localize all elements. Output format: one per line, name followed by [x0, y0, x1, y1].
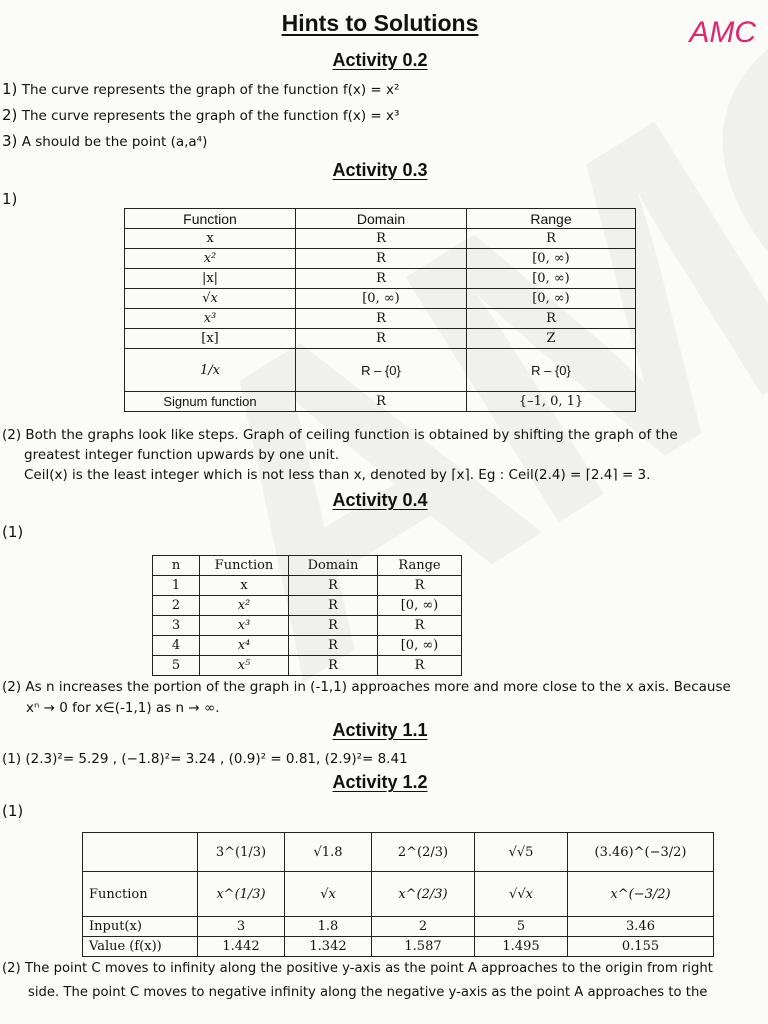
- table-cell: √x: [285, 872, 372, 917]
- table-cell: R: [296, 392, 467, 412]
- table-cell: 1.587: [372, 937, 475, 957]
- table-cell: R – {0}: [467, 349, 636, 392]
- table-cell: R: [289, 596, 378, 616]
- table-cell: R: [378, 616, 462, 636]
- a03-note-line-1: (2) Both the graphs look like steps. Graph of ceiling function is obtained by shifting the graph of the: [2, 427, 678, 443]
- table-cell: R: [467, 229, 636, 249]
- column-header: Function: [125, 209, 296, 229]
- table-cell: 5: [153, 656, 200, 676]
- table-cell: 5: [475, 917, 568, 937]
- table-cell: 2^(2/3): [372, 833, 475, 872]
- activity-1-2-table: [82, 832, 714, 957]
- table-row: [125, 289, 636, 309]
- table-cell: √x: [125, 289, 296, 309]
- a02-item-2-text: The curve represents the graph of the function f(x) = x³: [21, 108, 400, 124]
- table-row: [153, 656, 462, 676]
- column-header: Range: [378, 556, 462, 576]
- a12-note-line-1: (2) The point C moves to infinity along the positive y-axis as the point A approaches to the origin from right: [2, 961, 713, 976]
- table-header-row: [153, 556, 462, 576]
- a12-note-line-2: side. The point C moves to negative infinity along the negative y-axis as the point A approaches to the: [28, 985, 708, 1000]
- table-cell: 1.495: [475, 937, 568, 957]
- table-cell: Signum function: [125, 392, 296, 412]
- table-cell: [0, ∞): [378, 636, 462, 656]
- table-cell: x²: [125, 249, 296, 269]
- a02-item-3-text: A should be the point (a,a⁴): [21, 134, 208, 150]
- a02-item-2-number: 2): [2, 106, 18, 124]
- table-header-row: [125, 209, 636, 229]
- table-cell: 2: [153, 596, 200, 616]
- table-row: [153, 636, 462, 656]
- activity-0-3-title: Activity 0.3: [332, 160, 428, 180]
- table-row: [153, 576, 462, 596]
- table-cell: R: [289, 636, 378, 656]
- table-row: [83, 937, 714, 957]
- table-row: [83, 833, 714, 872]
- table-row: [125, 329, 636, 349]
- table-cell: 3: [153, 616, 200, 636]
- table-cell: R: [378, 656, 462, 676]
- table-row: [83, 917, 714, 937]
- a04-label: (1): [2, 523, 24, 541]
- a02-item-3: [2, 132, 207, 150]
- table-cell: 3^(1/3): [198, 833, 285, 872]
- table-row: [125, 229, 636, 249]
- table-cell: 4: [153, 636, 200, 656]
- a04-note-line-1: (2) As n increases the portion of the graph in (-1,1) approaches more and more close to the x axis. Because: [2, 679, 731, 695]
- table-cell: x^(1/3): [198, 872, 285, 917]
- table-row: [125, 249, 636, 269]
- table-cell: 1/x: [125, 349, 296, 392]
- table-cell: R: [289, 576, 378, 596]
- table-cell: x⁵: [200, 656, 289, 676]
- a11-text: (1) (2.3)²= 5.29 , (−1.8)²= 3.24 , (0.9)² = 0.81, (2.9)²= 8.41: [2, 751, 408, 767]
- table-row: [83, 872, 714, 917]
- a04-note-line-2: xⁿ → 0 for x∈(-1,1) as n → ∞.: [26, 700, 220, 716]
- table-cell: 0.155: [568, 937, 714, 957]
- brand-logo: AMC: [689, 16, 756, 49]
- table-cell: x⁴: [200, 636, 289, 656]
- column-header: Function: [200, 556, 289, 576]
- table-row: [125, 392, 636, 412]
- table-cell: [0, ∞): [296, 289, 467, 309]
- table-cell: Function: [83, 872, 198, 917]
- table-cell: x²: [200, 596, 289, 616]
- table-cell: [0, ∞): [378, 596, 462, 616]
- activity-0-3-table: [124, 208, 636, 412]
- a02-item-2: [2, 106, 399, 124]
- table-cell: 1.342: [285, 937, 372, 957]
- table-cell: x: [125, 229, 296, 249]
- table-cell: R: [289, 656, 378, 676]
- table-cell: 1: [153, 576, 200, 596]
- table-cell: x^(−3/2): [568, 872, 714, 917]
- table-cell: x: [200, 576, 289, 596]
- table-cell: Z: [467, 329, 636, 349]
- table-cell: x³: [200, 616, 289, 636]
- table-cell: √√5: [475, 833, 568, 872]
- a03-label: 1): [2, 190, 18, 208]
- table-cell: R: [467, 309, 636, 329]
- table-cell: R – {0}: [296, 349, 467, 392]
- table-row: [153, 596, 462, 616]
- table-cell: R: [296, 329, 467, 349]
- a12-label: (1): [2, 802, 24, 820]
- table-cell: [x]: [125, 329, 296, 349]
- table-cell: |x|: [125, 269, 296, 289]
- page-title: Hints to Solutions: [281, 10, 479, 36]
- table-cell: 1.442: [198, 937, 285, 957]
- column-header: n: [153, 556, 200, 576]
- activity-1-2-title: Activity 1.2: [332, 772, 428, 792]
- table-cell: R: [289, 616, 378, 636]
- column-header: Domain: [289, 556, 378, 576]
- table-row: [153, 616, 462, 636]
- table-cell: x^(2/3): [372, 872, 475, 917]
- table-row: [125, 309, 636, 329]
- table-cell: R: [296, 229, 467, 249]
- table-cell: (3.46)^(−3/2): [568, 833, 714, 872]
- column-header: Range: [467, 209, 636, 229]
- table-row: [125, 269, 636, 289]
- activity-0-2-title: Activity 0.2: [332, 50, 428, 70]
- table-cell: R: [296, 249, 467, 269]
- a03-note-line-2: greatest integer function upwards by one unit.: [24, 447, 340, 463]
- table-cell: Value (f(x)): [83, 937, 198, 957]
- activity-0-4-table: [152, 555, 462, 676]
- a02-item-1-number: 1): [2, 80, 18, 98]
- table-cell: x³: [125, 309, 296, 329]
- column-header: Domain: [296, 209, 467, 229]
- table-cell: 3: [198, 917, 285, 937]
- table-cell: 1.8: [285, 917, 372, 937]
- table-cell: √√x: [475, 872, 568, 917]
- a03-note-line-3: Ceil(x) is the least integer which is not less than x, denoted by ⌈x⌉. Eg : Ceil(2.4) = ⌈2.4⌉ = 3.: [24, 467, 651, 483]
- table-cell: [83, 833, 198, 872]
- a02-item-3-number: 3): [2, 132, 18, 150]
- table-cell: [0, ∞): [467, 289, 636, 309]
- table-cell: √1.8: [285, 833, 372, 872]
- table-row: [125, 349, 636, 392]
- table-cell: {–1, 0, 1}: [467, 392, 636, 412]
- table-cell: R: [296, 269, 467, 289]
- table-cell: R: [296, 309, 467, 329]
- a02-item-1: [2, 80, 399, 98]
- table-cell: [0, ∞): [467, 249, 636, 269]
- activity-0-4-title: Activity 0.4: [332, 490, 428, 510]
- table-cell: R: [378, 576, 462, 596]
- a02-item-1-text: The curve represents the graph of the function f(x) = x²: [21, 82, 400, 98]
- table-cell: Input(x): [83, 917, 198, 937]
- table-cell: 2: [372, 917, 475, 937]
- activity-1-1-title: Activity 1.1: [332, 720, 428, 740]
- table-cell: [0, ∞): [467, 269, 636, 289]
- table-cell: 3.46: [568, 917, 714, 937]
